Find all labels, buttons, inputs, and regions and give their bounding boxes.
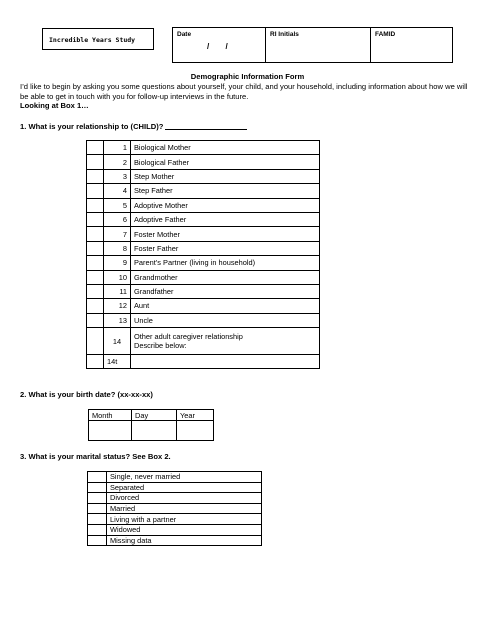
relationship-check-cell[interactable]	[87, 141, 104, 155]
question-2-text: 2. What is your birth date? (xx-xx-xx)	[20, 390, 153, 399]
question-3	[20, 452, 171, 461]
relationship-code: 4	[104, 184, 131, 198]
marital-status-row[interactable]	[88, 493, 262, 504]
marital-status-row[interactable]	[88, 535, 262, 546]
relationship-label: Biological Mother	[131, 141, 320, 155]
birthdate-table	[88, 409, 214, 441]
relationship-check-cell[interactable]	[87, 169, 104, 183]
relationship-check-cell[interactable]	[87, 184, 104, 198]
day-input[interactable]	[132, 421, 177, 441]
question-1	[20, 122, 247, 131]
question-2	[20, 390, 153, 399]
intro-paragraph	[20, 82, 470, 111]
relationship-label: Grandmother	[131, 270, 320, 284]
marital-check-cell[interactable]	[88, 482, 107, 493]
relationship-code: 2	[104, 155, 131, 169]
date-field[interactable]	[173, 28, 266, 63]
relationship-code: 12	[104, 299, 131, 313]
relationship-row[interactable]	[87, 184, 320, 198]
intro-text: I’d like to begin by asking you some questions about yourself, your child, and your household, including information about how we will be able to get in touch with you for follow-up interviews in the future.	[20, 82, 468, 101]
relationship-row[interactable]	[87, 313, 320, 327]
relationship-code: 11	[104, 284, 131, 298]
relationship-label: Uncle	[131, 313, 320, 327]
question-3-text: 3. What is your marital status? See Box 2.	[20, 452, 171, 461]
date-label: Date	[177, 31, 192, 38]
relationship-label: Grandfather	[131, 284, 320, 298]
marital-status-label: Married	[107, 503, 262, 514]
marital-status-row[interactable]	[88, 514, 262, 525]
marital-check-cell[interactable]	[88, 535, 107, 546]
relationship-check-cell[interactable]	[87, 299, 104, 313]
marital-status-row[interactable]	[88, 472, 262, 483]
relationship-label: Step Mother	[131, 169, 320, 183]
relationship-code: 5	[104, 198, 131, 212]
intro-box-reference: Looking at Box 1…	[20, 101, 89, 111]
relationship-code: 1	[104, 141, 131, 155]
relationship-row[interactable]	[87, 256, 320, 270]
question-1-answer-blank[interactable]	[165, 122, 247, 130]
relationship-row[interactable]	[87, 155, 320, 169]
marital-check-cell[interactable]	[88, 493, 107, 504]
marital-status-row[interactable]	[88, 482, 262, 493]
relationship-code: 6	[104, 212, 131, 226]
marital-status-table	[87, 471, 262, 546]
relationship-label: Parent’s Partner (living in household)	[131, 256, 320, 270]
relationship-row[interactable]	[87, 284, 320, 298]
relationship-label: Foster Mother	[131, 227, 320, 241]
marital-check-cell[interactable]	[88, 514, 107, 525]
month-input[interactable]	[89, 421, 132, 441]
relationship-label: Adoptive Father	[131, 212, 320, 226]
relationship-check-cell[interactable]	[87, 256, 104, 270]
form-title: Demographic Information Form	[190, 72, 305, 81]
marital-status-label: Living with a partner	[107, 514, 262, 525]
relationship-row[interactable]	[87, 270, 320, 284]
marital-status-label: Missing data	[107, 535, 262, 546]
ri-initials-label: RI Initials	[270, 31, 299, 38]
relationship-code: 8	[104, 241, 131, 255]
relationship-code: 7	[104, 227, 131, 241]
relationship-row[interactable]	[87, 198, 320, 212]
relationship-code: 3	[104, 169, 131, 183]
relationship-row[interactable]	[87, 212, 320, 226]
marital-status-label: Widowed	[107, 524, 262, 535]
relationship-label: Step Father	[131, 184, 320, 198]
marital-status-label: Single, never married	[107, 472, 262, 483]
famid-label: FAMID	[375, 31, 396, 38]
month-header: Month	[89, 410, 132, 421]
year-input[interactable]	[177, 421, 214, 441]
marital-check-cell[interactable]	[88, 503, 107, 514]
relationship-code: 13	[104, 313, 131, 327]
relationship-label: Foster Father	[131, 241, 320, 255]
famid-field[interactable]	[371, 28, 453, 63]
relationship-label: Other adult caregiver relationship Describe below:	[131, 328, 320, 355]
relationship-row[interactable]	[87, 328, 320, 355]
relationship-table	[86, 140, 320, 369]
relationship-check-cell[interactable]	[87, 355, 104, 369]
relationship-check-cell[interactable]	[87, 270, 104, 284]
question-1-text: 1. What is your relationship to (CHILD)?	[20, 122, 164, 131]
marital-check-cell[interactable]	[88, 524, 107, 535]
relationship-code: 14t	[104, 355, 131, 369]
header-fields-table	[172, 27, 453, 63]
relationship-row[interactable]	[87, 299, 320, 313]
relationship-check-cell[interactable]	[87, 198, 104, 212]
relationship-row[interactable]	[87, 169, 320, 183]
year-header: Year	[177, 410, 214, 421]
relationship-check-cell[interactable]	[87, 155, 104, 169]
relationship-label: Aunt	[131, 299, 320, 313]
marital-status-row[interactable]	[88, 503, 262, 514]
study-name-box: Incredible Years Study	[42, 28, 154, 50]
relationship-code: 9	[104, 256, 131, 270]
relationship-row[interactable]	[87, 355, 320, 369]
relationship-check-cell[interactable]	[87, 241, 104, 255]
relationship-check-cell[interactable]	[87, 313, 104, 327]
marital-status-label: Divorced	[107, 493, 262, 504]
relationship-check-cell[interactable]	[87, 212, 104, 226]
relationship-label: Biological Father	[131, 155, 320, 169]
marital-check-cell[interactable]	[88, 472, 107, 483]
marital-status-row[interactable]	[88, 524, 262, 535]
relationship-label: Adoptive Mother	[131, 198, 320, 212]
relationship-label	[131, 355, 320, 369]
date-slashes: / /	[207, 42, 228, 51]
relationship-check-cell[interactable]	[87, 328, 104, 355]
relationship-check-cell[interactable]	[87, 284, 104, 298]
day-header: Day	[132, 410, 177, 421]
ri-initials-field[interactable]	[266, 28, 371, 63]
relationship-code: 10	[104, 270, 131, 284]
relationship-row[interactable]	[87, 227, 320, 241]
relationship-row[interactable]	[87, 141, 320, 155]
relationship-check-cell[interactable]	[87, 227, 104, 241]
marital-status-label: Separated	[107, 482, 262, 493]
relationship-row[interactable]	[87, 241, 320, 255]
relationship-code: 14	[104, 328, 131, 355]
